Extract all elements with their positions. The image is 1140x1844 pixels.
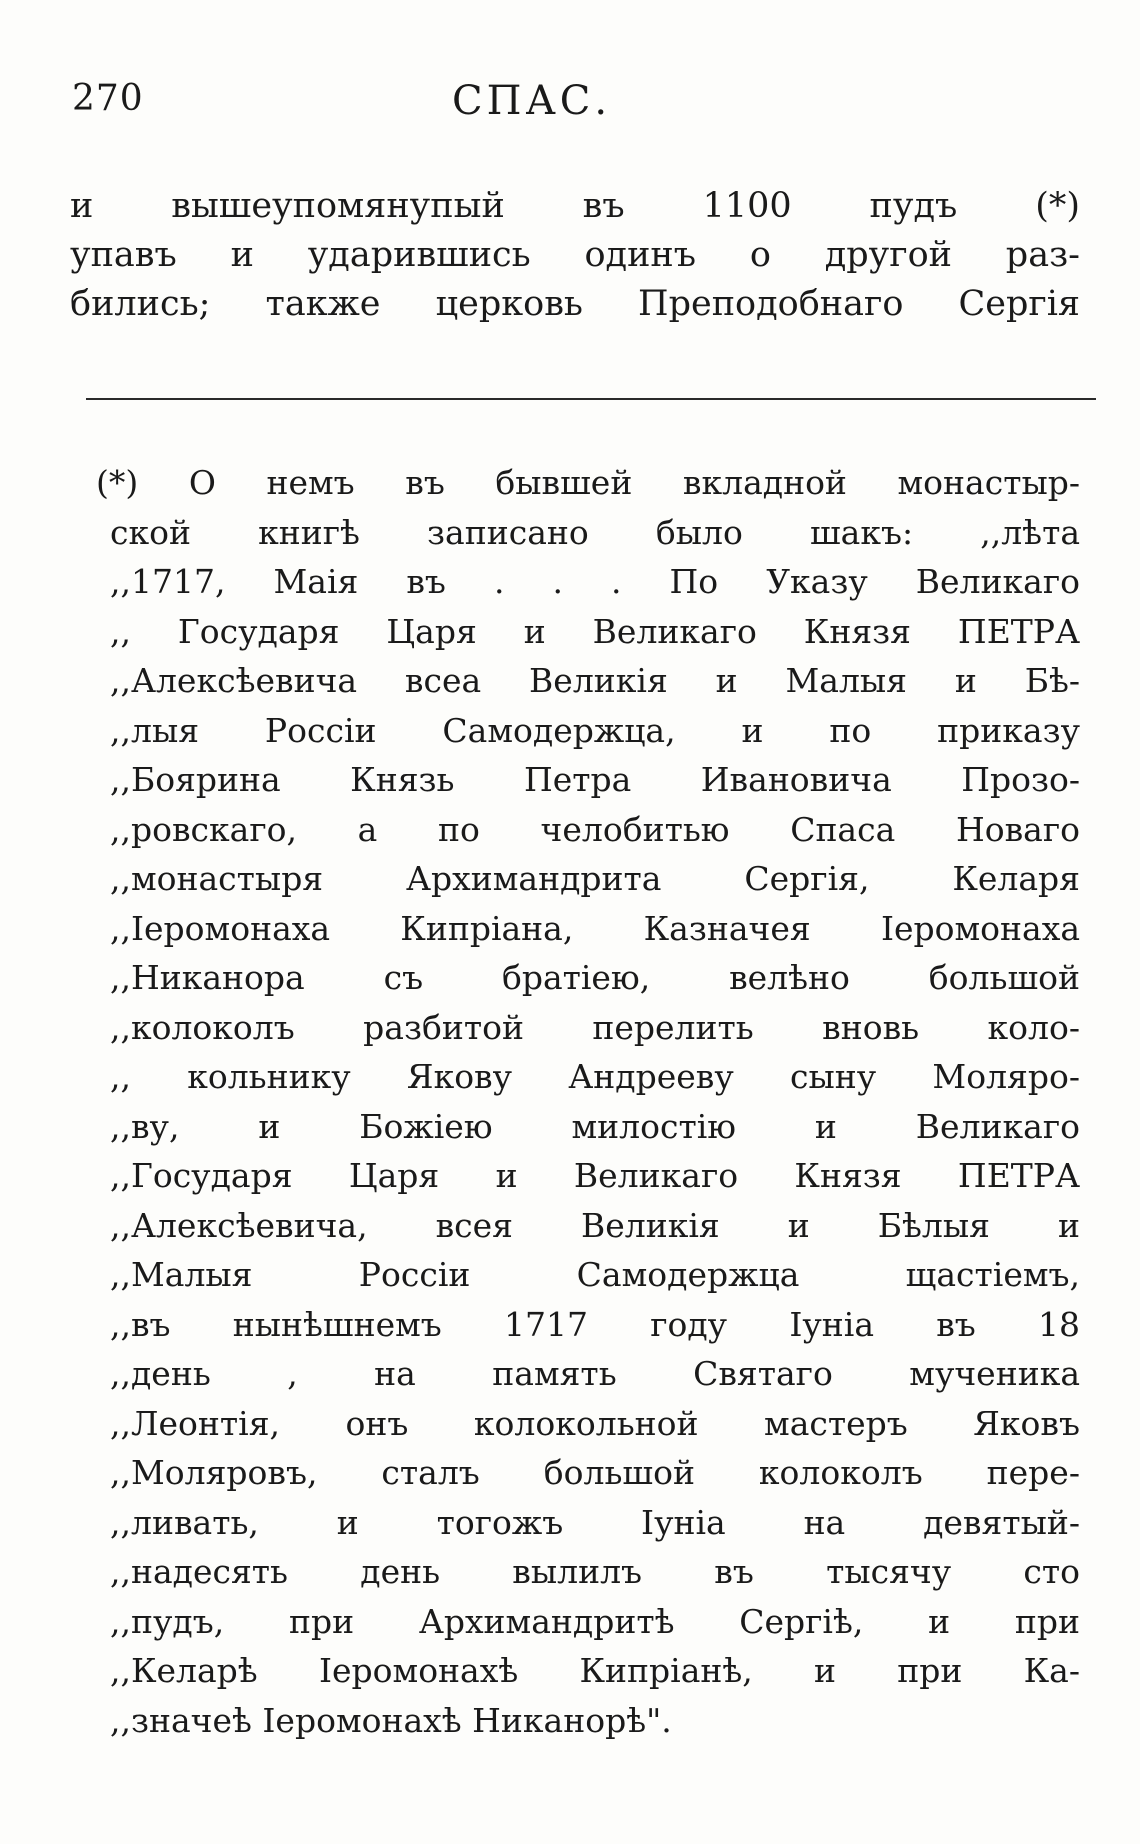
- footnote-line: ,, кольнику Якову Андрееву сыну Моляро-: [110, 1057, 1080, 1096]
- footnote-line: ,,Алексѣевича всеа Великія и Малыя и Бѣ-: [110, 661, 1080, 700]
- footnote-line: ,,ровскаго, а по челобитью Спаса Новаго: [110, 809, 1080, 849]
- footnote-line: ,,Малыя Россіи Самодержца щастіемъ,: [110, 1255, 1080, 1294]
- text-line: бились; также церковь Преподобнаго Сергія: [70, 284, 1080, 324]
- running-title: СПАС.: [452, 78, 612, 124]
- footnote-line: ,, Государя Царя и Великаго Князя ПЕТРА: [110, 611, 1080, 651]
- footnote-line: ,,Государя Царя и Великаго Князя ПЕТРА: [110, 1156, 1080, 1195]
- text-line: и вышеупомянупый въ 1100 пудъ (*): [70, 186, 1080, 226]
- footnote-line: ,,пудъ, при Архимандритѣ Сергіѣ, и при: [110, 1601, 1080, 1641]
- footnote-line: ,,Келарѣ Іеромонахѣ Кипріанѣ, и при Ка-: [110, 1651, 1080, 1690]
- footnote-line: ,,Леонтія, онъ колокольной мастеръ Яковъ: [110, 1403, 1080, 1443]
- running-head: [72, 78, 1072, 128]
- footnote-line: (*) О немъ въ бывшей вкладной монастыр-: [96, 463, 1080, 502]
- footnote-line: ,,значеѣ Іеромонахѣ Никанорѣ".: [110, 1700, 672, 1740]
- footnote-line: ,,Іеромонаха Кипріана, Казначея Іеромонаха: [110, 908, 1080, 948]
- footnote: [96, 458, 1080, 1745]
- footnote-line: ,,Моляровъ, сталъ большой колоколъ пере-: [110, 1453, 1080, 1492]
- footnote-line: ,,надесять день вылилъ въ тысячу сто: [110, 1552, 1080, 1591]
- footnote-line: ,,день , на память Святаго мученика: [110, 1354, 1080, 1393]
- footnote-line: ,,Алексѣевича, всея Великія и Бѣлыя и: [110, 1205, 1080, 1245]
- footnote-line: ,,монастыря Архимандрита Сергія, Келаря: [110, 859, 1080, 898]
- footnote-line: ,,въ нынѣшнемъ 1717 году Іуніа въ 18: [110, 1304, 1080, 1344]
- main-text: [70, 182, 1080, 329]
- text-line: упавъ и ударившись одинъ о другой раз-: [70, 235, 1080, 275]
- footnote-line: ,,ву, и Божіею милостію и Великаго: [110, 1106, 1080, 1146]
- footnote-line: ,,колоколъ разбитой перелить вновь коло-: [110, 1007, 1080, 1047]
- footnote-line: ,,ливать, и тогожъ Іуніа на девятый-: [110, 1502, 1080, 1542]
- footnote-rule: [86, 398, 1096, 400]
- page-number: 270: [72, 78, 144, 119]
- footnote-line: ,,Боярина Князь Петра Ивановича Прозо-: [110, 760, 1080, 799]
- footnote-line: ской книгѣ записано было шакъ: ,,лѣта: [110, 512, 1080, 552]
- footnote-line: ,,1717, Маія въ . . . По Указу Великаго: [110, 562, 1080, 601]
- footnote-line: ,,Никанора съ братіею, велѣно большой: [110, 958, 1080, 997]
- footnote-line: ,,лыя Россіи Самодержца, и по приказу: [110, 710, 1080, 750]
